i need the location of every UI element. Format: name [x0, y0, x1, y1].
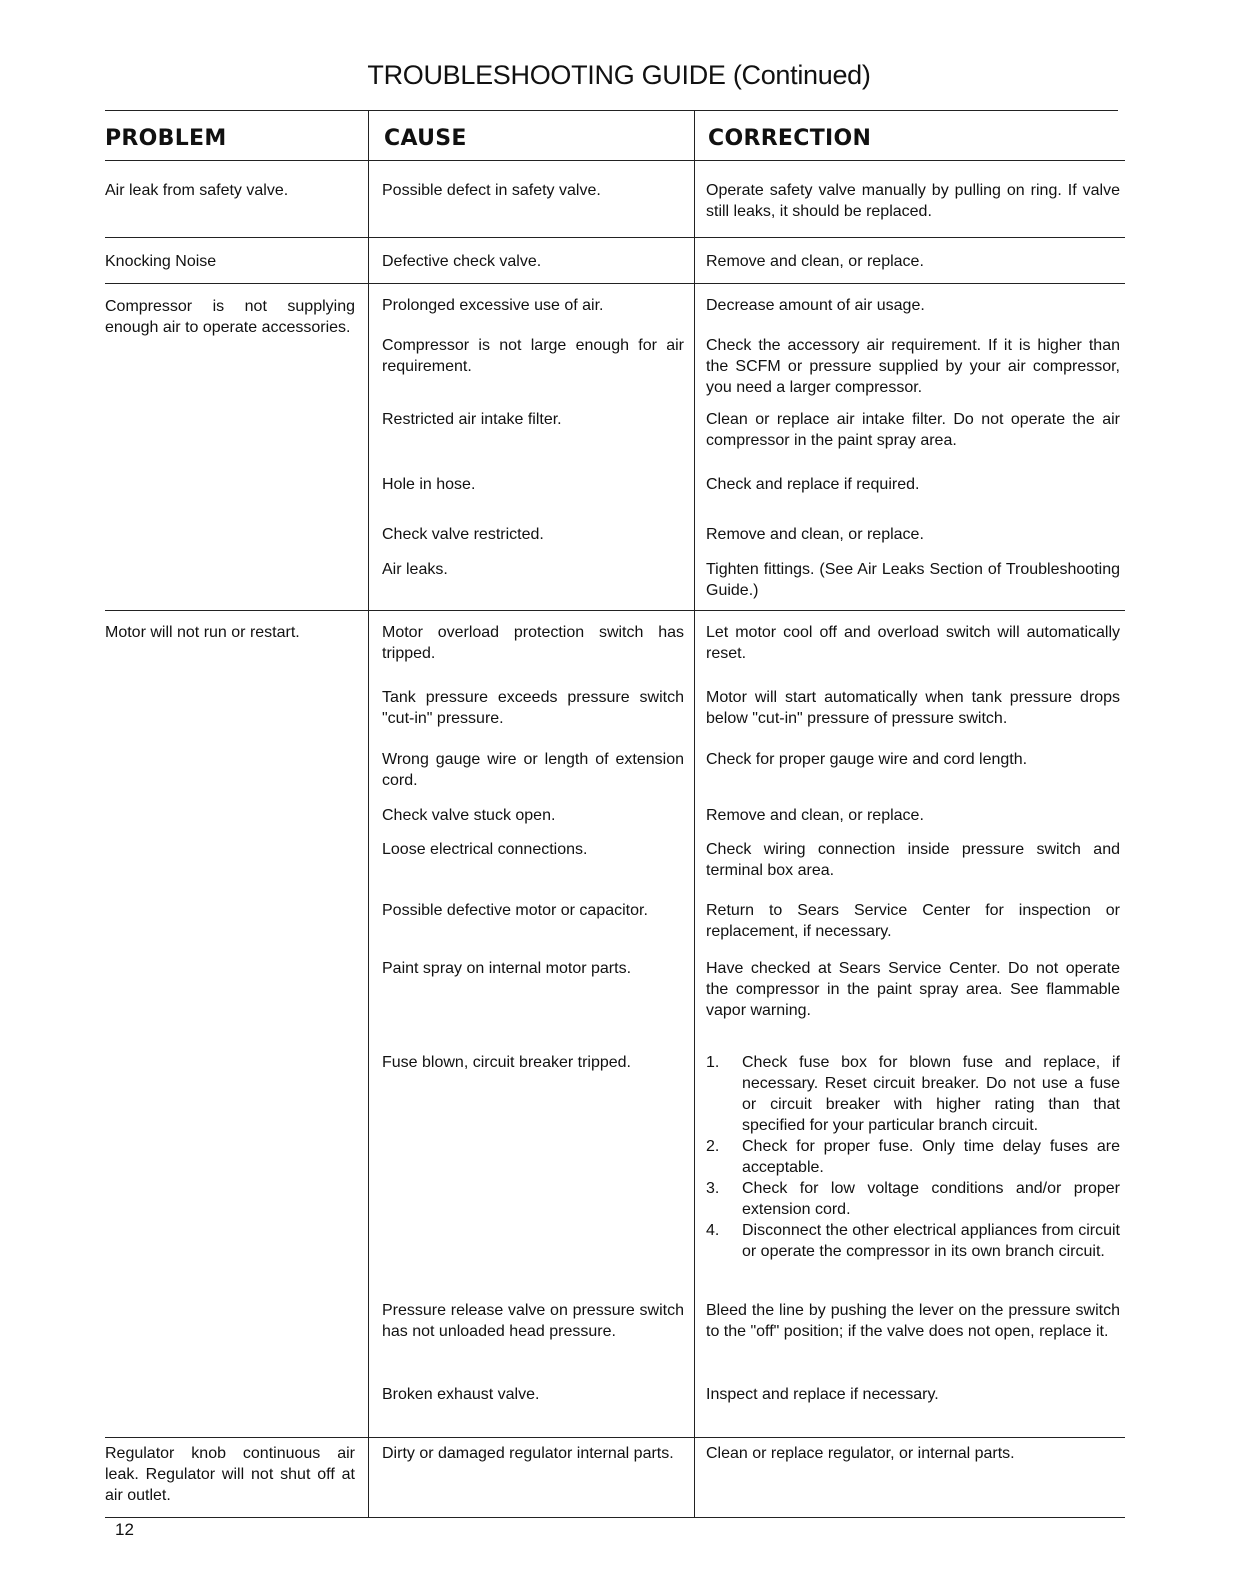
list-text: Check fuse box for blown fuse and replace, if necessary. Reset circuit breaker. Do not use a fuse or circuit breaker with higher rating than that specified for your particular branch circuit.: [742, 1054, 1120, 1134]
cause-cell: Hole in hose.: [382, 476, 476, 493]
row-divider: [105, 237, 1125, 238]
header-problem: PROBLEM: [105, 126, 227, 151]
cause-cell: Wrong gauge wire or length of extension cord.: [382, 751, 684, 789]
correction-cell: Check wiring connection inside pressure switch and terminal box area.: [706, 841, 1120, 879]
problem-cell: Regulator knob continuous air leak. Regulator will not shut off at air outlet.: [105, 1445, 355, 1504]
cause-cell: Defective check valve.: [382, 253, 542, 270]
list-number: 4.: [706, 1222, 720, 1239]
cause-cell: Restricted air intake filter.: [382, 411, 562, 428]
correction-cell: Decrease amount of air usage.: [706, 297, 925, 314]
page-number: 12: [115, 1520, 134, 1539]
list-text: Disconnect the other electrical appliances from circuit or operate the compressor in its own branch circuit.: [742, 1222, 1120, 1260]
row-divider: [105, 610, 1125, 611]
cause-cell: Loose electrical connections.: [382, 841, 588, 858]
problem-cell: Motor will not run or restart.: [105, 624, 300, 641]
row-divider: [105, 1437, 1125, 1438]
cause-cell: Possible defect in safety valve.: [382, 182, 601, 199]
list-text: Check for proper fuse. Only time delay fuses are acceptable.: [742, 1138, 1120, 1176]
header-correction: CORRECTION: [708, 126, 872, 151]
problem-cell: Compressor is not supplying enough air to operate accessories.: [105, 298, 355, 336]
row-divider: [105, 1517, 1125, 1518]
correction-cell: Check for proper gauge wire and cord length.: [706, 751, 1028, 768]
correction-list: [706, 1052, 1120, 1262]
list-number: 3.: [706, 1180, 720, 1197]
correction-cell: Remove and clean, or replace.: [706, 253, 924, 270]
list-text: Check for low voltage conditions and/or proper extension cord.: [742, 1180, 1120, 1218]
problem-cell: Knocking Noise: [105, 253, 217, 270]
correction-cell: Remove and clean, or replace.: [706, 807, 924, 824]
list-number: 2.: [706, 1138, 720, 1155]
list-item: [706, 1052, 1120, 1136]
correction-cell: Motor will start automatically when tank pressure drops below "cut-in" pressure of pressure switch.: [706, 689, 1120, 727]
correction-cell: Operate safety valve manually by pulling on ring. If valve still leaks, it should be replaced.: [706, 182, 1120, 220]
correction-cell: Clean or replace regulator, or internal parts.: [706, 1445, 1015, 1462]
list-item: [706, 1178, 1120, 1220]
list-number: 1.: [706, 1054, 720, 1071]
cause-cell: Fuse blown, circuit breaker tripped.: [382, 1054, 631, 1071]
correction-cell: Let motor cool off and overload switch will automatically reset.: [706, 624, 1120, 662]
cause-cell: Check valve stuck open.: [382, 807, 556, 824]
header-cause: CAUSE: [384, 126, 467, 151]
row-divider: [105, 283, 1125, 284]
rule: [105, 110, 1118, 111]
cause-cell: Air leaks.: [382, 561, 448, 578]
correction-cell: Return to Sears Service Center for inspection or replacement, if necessary.: [706, 902, 1120, 940]
cause-cell: Compressor is not large enough for air requirement.: [382, 337, 684, 375]
correction-cell: Bleed the line by pushing the lever on the pressure switch to the "off" position; if the valve does not open, replace it.: [706, 1302, 1120, 1340]
cause-cell: Pressure release valve on pressure switch has not unloaded head pressure.: [382, 1302, 684, 1340]
correction-cell: Remove and clean, or replace.: [706, 526, 924, 543]
column-divider: [368, 110, 369, 1518]
list-item: [706, 1220, 1120, 1262]
cause-cell: Paint spray on internal motor parts.: [382, 960, 632, 977]
cause-cell: Broken exhaust valve.: [382, 1386, 540, 1403]
cause-cell: Dirty or damaged regulator internal parts.: [382, 1445, 674, 1462]
cause-cell: Possible defective motor or capacitor.: [382, 902, 648, 919]
correction-cell: Have checked at Sears Service Center. Do not operate the compressor in the paint spray area. See flammable vapor warning.: [706, 960, 1120, 1019]
correction-cell: Check and replace if required.: [706, 476, 920, 493]
cause-cell: Check valve restricted.: [382, 526, 544, 543]
correction-cell: Clean or replace air intake filter. Do not operate the air compressor in the paint spray area.: [706, 411, 1120, 449]
correction-cell: Tighten fittings. (See Air Leaks Section of Troubleshooting Guide.): [706, 561, 1120, 599]
problem-cell: Air leak from safety valve.: [105, 182, 289, 199]
correction-cell: Check the accessory air requirement. If it is higher than the SCFM or pressure supplied by your air compressor, you need a larger compressor.: [706, 337, 1120, 396]
page-title: TROUBLESHOOTING GUIDE (Continued): [367, 60, 871, 90]
cause-cell: Prolonged excessive use of air.: [382, 297, 604, 314]
column-divider: [694, 110, 695, 1518]
cause-cell: Motor overload protection switch has tripped.: [382, 624, 684, 662]
list-item: [706, 1136, 1120, 1178]
correction-cell: Inspect and replace if necessary.: [706, 1386, 939, 1403]
cause-cell: Tank pressure exceeds pressure switch "cut-in" pressure.: [382, 689, 684, 727]
row-divider: [105, 160, 1125, 161]
